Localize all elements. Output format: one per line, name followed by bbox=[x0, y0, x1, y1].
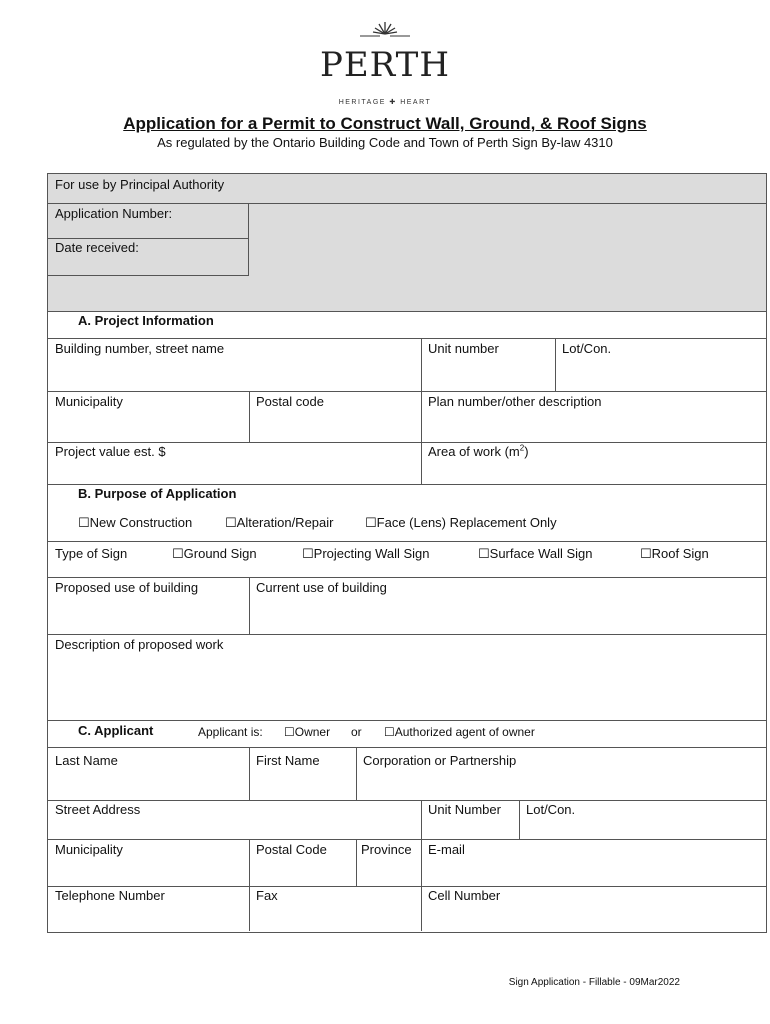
cell-number-label: Cell Number bbox=[428, 888, 501, 903]
area-of-work-label: Area of work $(m^2)$ bbox=[428, 443, 529, 459]
corporation-label: Corporation or Partnership bbox=[363, 753, 517, 768]
sunburst-icon bbox=[358, 18, 412, 44]
owner-checkbox[interactable]: ☐Owner bbox=[284, 725, 331, 739]
building-number-label: Building number, street name bbox=[55, 341, 225, 356]
postal-code-label: Postal code bbox=[256, 394, 324, 409]
logo-tagline: HERITAGE ✚ HEART bbox=[338, 99, 432, 106]
lot-con-label: Lot/Con. bbox=[562, 341, 612, 356]
footer-text: Sign Application - Fillable - 09Mar2022 bbox=[508, 977, 680, 988]
municipality-applicant-label: Municipality bbox=[55, 842, 123, 857]
section-a-heading: A. Project Information bbox=[78, 313, 214, 328]
applicant-is-label: Applicant is: bbox=[198, 725, 263, 739]
project-value-label: Project value est. $ bbox=[55, 444, 166, 459]
type-of-sign-label: Type of Sign bbox=[55, 546, 128, 561]
email-field[interactable] bbox=[422, 840, 766, 886]
proposed-use-label: Proposed use of building bbox=[55, 580, 199, 595]
postal-code-applicant-label: Postal Code bbox=[256, 842, 327, 857]
current-use-label: Current use of building bbox=[256, 580, 387, 595]
description-label: Description of proposed work bbox=[55, 637, 224, 652]
section-c-heading: C. Applicant bbox=[78, 723, 154, 738]
ground-sign-checkbox[interactable]: ☐Ground Sign bbox=[172, 546, 257, 561]
application-form bbox=[47, 173, 767, 933]
or-label: or bbox=[351, 725, 362, 739]
logo-wordmark: PERTH bbox=[319, 45, 451, 85]
fax-label: Fax bbox=[256, 888, 278, 903]
perth-logo bbox=[300, 18, 470, 106]
page-title: Application for a Permit to Construct Wall, Ground, & Roof Signs bbox=[123, 114, 647, 133]
authorized-agent-checkbox[interactable]: ☐Authorized agent of owner bbox=[384, 725, 535, 739]
new-construction-checkbox[interactable]: ☐New Construction bbox=[78, 515, 193, 530]
email-label: E-mail bbox=[428, 842, 465, 857]
plan-number-label: Plan number/other description bbox=[428, 394, 602, 409]
municipality-label: Municipality bbox=[55, 394, 123, 409]
telephone-label: Telephone Number bbox=[55, 888, 165, 903]
alteration-repair-checkbox[interactable]: ☐Alteration/Repair bbox=[225, 515, 334, 530]
unit-number-label: Unit number bbox=[428, 341, 499, 356]
page-subtitle: As regulated by the Ontario Building Code and Town of Perth Sign By-law 4310 bbox=[157, 135, 613, 150]
face-replacement-checkbox[interactable]: ☐Face (Lens) Replacement Only bbox=[365, 515, 557, 530]
first-name-label: First Name bbox=[256, 753, 320, 768]
street-address-label: Street Address bbox=[55, 802, 141, 817]
unit-number-applicant-label: Unit Number bbox=[428, 802, 501, 817]
roof-sign-checkbox[interactable]: ☐Roof Sign bbox=[640, 546, 709, 561]
application-number-label: Application Number: bbox=[55, 206, 173, 221]
office-use-field[interactable] bbox=[250, 204, 766, 304]
projecting-wall-sign-checkbox[interactable]: ☐Projecting Wall Sign bbox=[302, 546, 430, 561]
lot-con-applicant-label: Lot/Con. bbox=[526, 802, 576, 817]
last-name-label: Last Name bbox=[55, 753, 118, 768]
section-b-heading: B. Purpose of Application bbox=[78, 486, 237, 501]
province-label: Province bbox=[361, 842, 412, 857]
surface-wall-sign-checkbox[interactable]: ☐Surface Wall Sign bbox=[478, 546, 593, 561]
date-received-label: Date received: bbox=[55, 240, 139, 255]
office-use-header: For use by Principal Authority bbox=[55, 177, 225, 192]
